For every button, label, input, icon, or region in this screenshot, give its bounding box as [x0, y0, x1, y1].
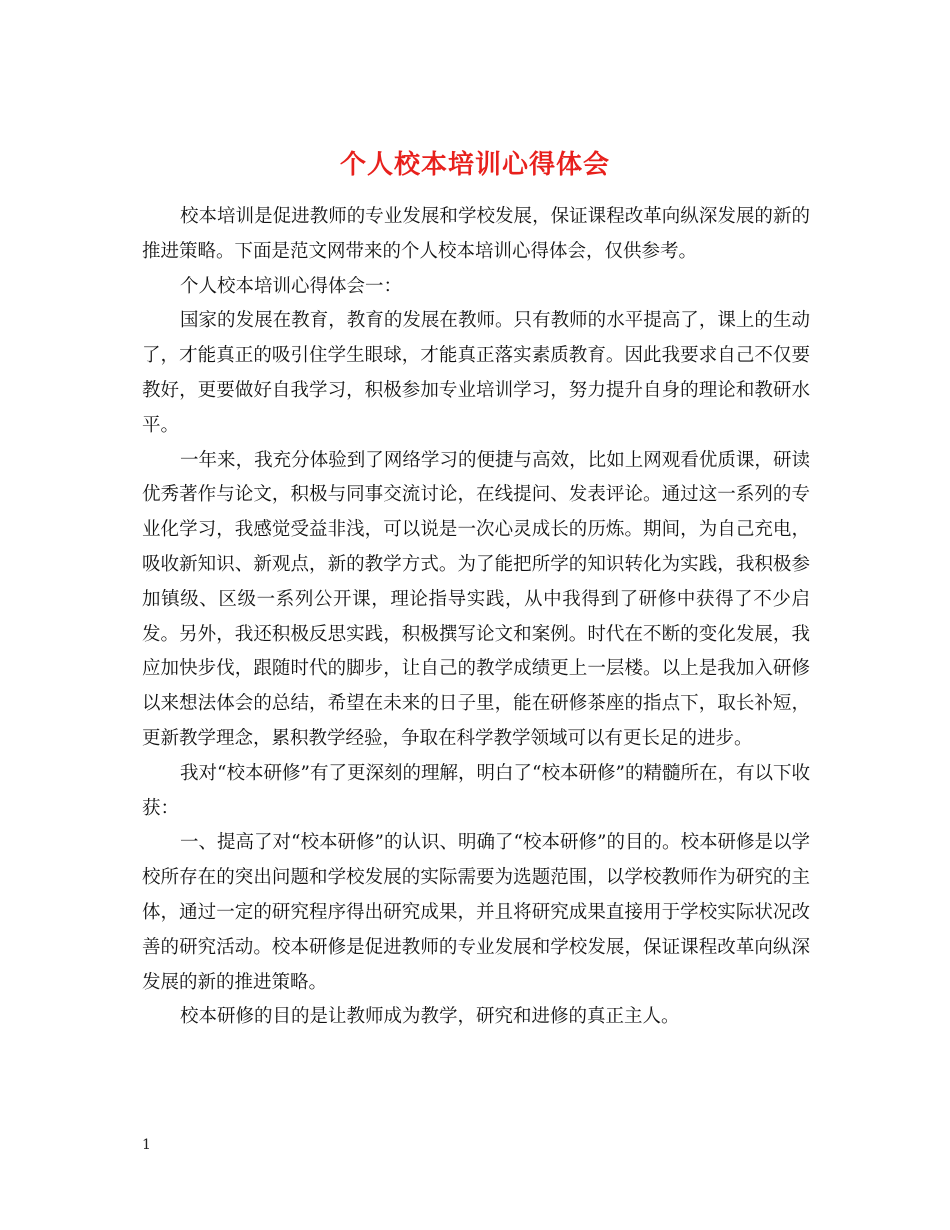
body-paragraph: 一年来，我充分体验到了网络学习的便捷与高效，比如上网观看优质课，研读优秀著作与论文，积极与同事交流讨论，在线提问、发表评论。通过这一系列的专业化学习，我感觉受益非浅，可以说是一次心灵成长的历炼。期间，为自己充电，吸收新知识、新观点，新的教学方式。为了能把所学的知识转化为实践，我积极参加镇级、区级一系列公开课，理论指导实践，从中我得到了研修中获得了不少启发。另外，我还积极反思实践，积极撰写论文和案例。时代在不断的变化发展，我应加快步伐，跟随时代的脚步，让自己的教学成绩更上一层楼。以上是我加入研修以来想法体会的总结，希望在未来的日子里，能在研修茶座的指点下，取长补短，更新教学理念，累积教学经验，争取在科学教学领域可以有更长足的进步。	[142, 449, 810, 749]
intro-paragraph: 校本培训是促进教师的专业发展和学校发展，保证课程改革向纵深发展的新的推进策略。下面是范文网带来的个人校本培训心得体会，仅供参考。	[142, 206, 810, 262]
page-number: 1	[142, 1137, 151, 1153]
section-heading-one: 个人校本培训心得体会一：	[180, 275, 403, 297]
body-paragraph: 校本研修的目的是让教师成为教学，研究和进修的真正主人。	[180, 1006, 680, 1028]
body-paragraph: 国家的发展在教育，教育的发展在教师。只有教师的水平提高了，课上的生动了，才能真正的吸引住学生眼球，才能真正落实素质教育。因此我要求自己不仅要教好，更要做好自我学习，积极参加专业培训学习，努力提升自身的理论和教研水平。	[142, 310, 810, 436]
document-title: 个人校本培训心得体会	[339, 150, 610, 181]
body-paragraph: 我对“校本研修”有了更深刻的理解，明白了“校本研修”的精髓所在，有以下收获：	[142, 762, 810, 819]
body-paragraph: 一、提高了对“校本研修”的认识、明确了“校本研修”的目的。校本研修是以学校所存在的突出问题和学校发展的实际需要为选题范围，以学校教师作为研究的主体，通过一定的研究程序得出研究成果，并且将研究成果直接用于学校实际状况改善的研究活动。校本研修是促进教师的专业发展和学校发展，保证课程改革向纵深发展的新的推进策略。	[142, 832, 810, 993]
document-body	[142, 200, 810, 1035]
